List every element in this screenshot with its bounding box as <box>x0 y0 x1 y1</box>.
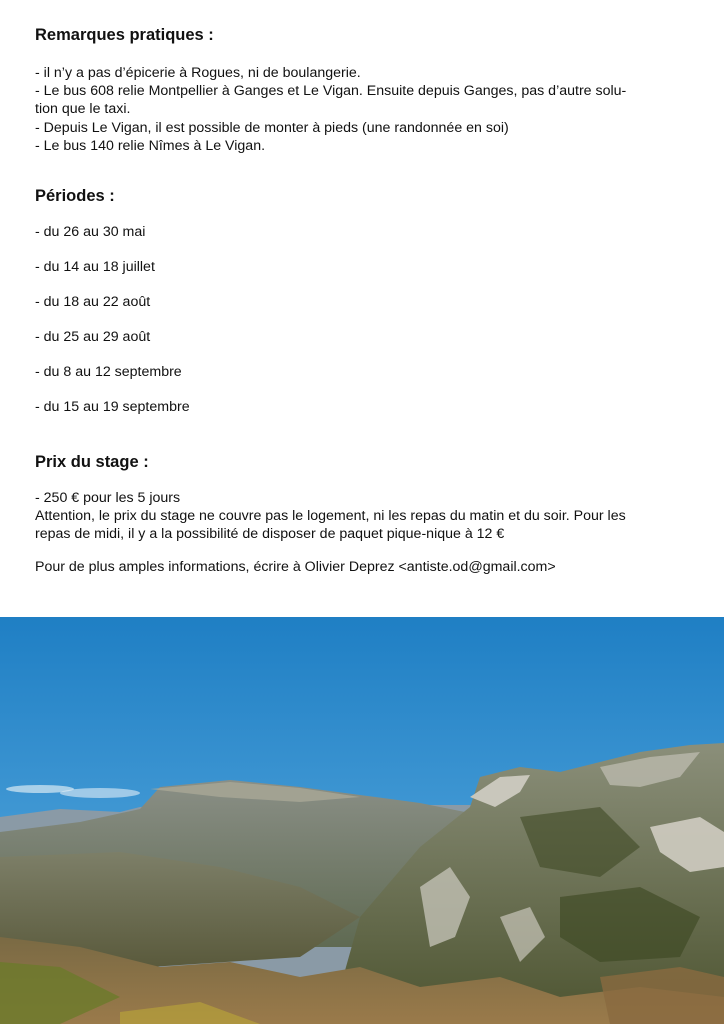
contact-line: Pour de plus amples informations, écrire à Olivier Deprez <antiste.od@gmail.com> <box>35 559 556 575</box>
prix-line-1: - 250 € pour les 5 jours <box>35 490 181 506</box>
periode-item: - du 14 au 18 juillet <box>35 259 155 275</box>
prix-line-2: Attention, le prix du stage ne couvre pas le logement, ni les repas du matin et du soir. Pour les <box>35 508 626 525</box>
remarques-line-4: - Depuis Le Vigan, il est possible de monter à pieds (une randonnée en soi) <box>35 119 509 136</box>
periode-item: - du 26 au 30 mai <box>35 224 146 240</box>
heading-prix: Prix du stage : <box>35 453 149 471</box>
heading-remarques: Remarques pratiques : <box>35 26 214 44</box>
remarques-line-2: - Le bus 608 relie Montpellier à Ganges et Le Vigan. Ensuite depuis Ganges, pas d’autre solu- <box>35 83 627 100</box>
remarques-line-5: - Le bus 140 relie Nîmes à Le Vigan. <box>35 137 266 154</box>
remarques-line-1: - il n’y a pas d’épicerie à Rogues, ni de boulangerie. <box>35 65 361 81</box>
mountain-landscape-photo <box>0 617 724 1024</box>
prix-line-3: repas de midi, il y a la possibilité de disposer de paquet pique-nique à 12 € <box>35 526 505 543</box>
mountain-landscape-icon <box>0 617 724 1024</box>
heading-periodes: Périodes : <box>35 187 115 205</box>
periode-item: - du 25 au 29 août <box>35 329 151 345</box>
remarques-line-3: tion que le taxi. <box>35 101 131 118</box>
periode-item: - du 8 au 12 septembre <box>35 364 182 380</box>
prix-paragraph <box>35 489 626 544</box>
periode-item: - du 15 au 19 septembre <box>35 399 190 415</box>
remarques-paragraph <box>35 64 626 155</box>
periode-item: - du 18 au 22 août <box>35 294 151 310</box>
